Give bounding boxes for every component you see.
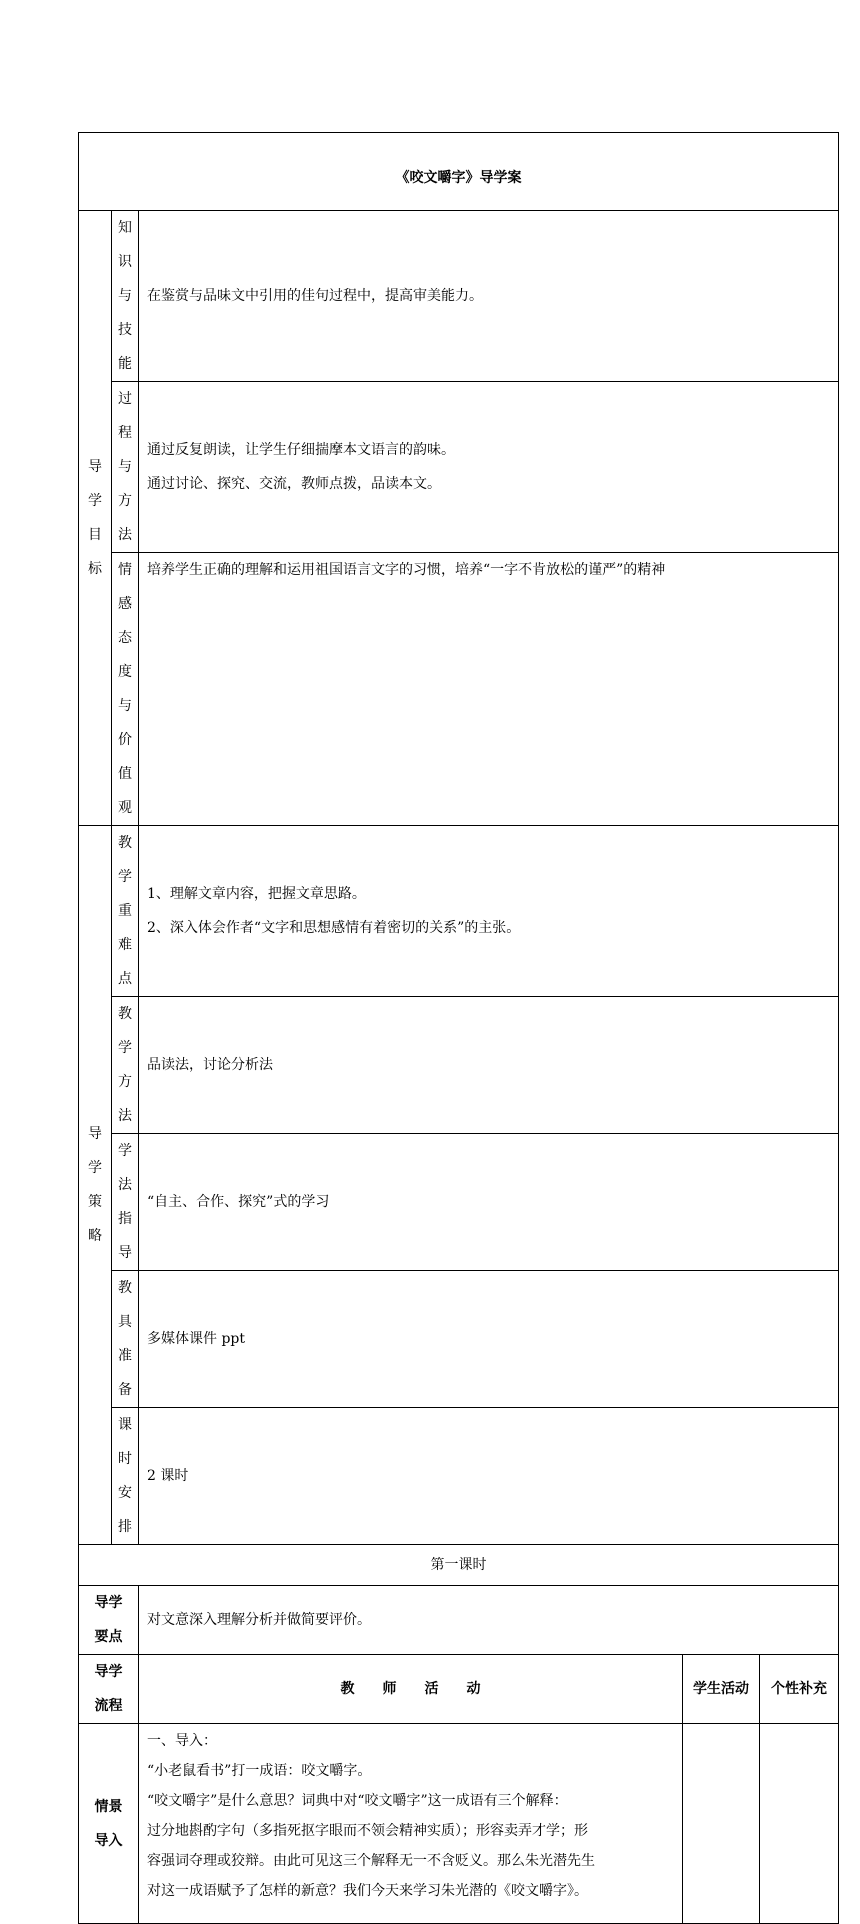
strategy-label-hours: 课时安排 xyxy=(112,1408,139,1545)
objective-label-emotion: 情感态度 与价值观 xyxy=(112,553,139,826)
flow-header-label: 导学 流程 xyxy=(79,1655,139,1724)
objective-content-knowledge: 在鉴赏与品味文中引用的佳句过程中，提高审美能力。 xyxy=(139,211,839,382)
key-points-label: 导学 要点 xyxy=(79,1586,139,1655)
objectives-section-label: 导 学 目 标 xyxy=(79,211,112,826)
flow-header-supplement: 个性补充 xyxy=(760,1655,839,1724)
intro-supplement-cell xyxy=(760,1724,839,1924)
objective-label-knowledge: 知识 与技能 xyxy=(112,211,139,382)
key-points-content: 对文意深入理解分析并做简要评价。 xyxy=(139,1586,839,1655)
intro-line: 一、导入： xyxy=(147,1733,217,1749)
document-title: 《咬文嚼字》导学案 xyxy=(79,133,839,211)
lesson-plan-table xyxy=(78,132,839,1924)
objective-content-emotion: 培养学生正确的理解和运用祖国语言文字的习惯，培养“一字不肯放松的谨严”的精神 xyxy=(139,553,839,826)
intro-line: 容强词夺理或狡辩。由此可见这三个解释无一不含贬义。那么朱光潜先生 xyxy=(147,1853,595,1869)
strategy-content-learning: “自主、合作、探究”式的学习 xyxy=(139,1134,839,1271)
strategy-section-label: 导 学 策 略 xyxy=(79,826,112,1545)
flow-header-teacher: 教 师 活 动 xyxy=(139,1655,683,1724)
intro-label: 情景 导入 xyxy=(79,1724,139,1924)
strategy-label-learning: 学法指导 xyxy=(112,1134,139,1271)
objective-label-process: 过程 与方法 xyxy=(112,382,139,553)
intro-line: “咬文嚼字”是什么意思？词典中对“咬文嚼字”这一成语有三个解释： xyxy=(147,1793,568,1809)
intro-line: 过分地斟酌字句（多指死抠字眼而不领会精神实质）；形容卖弄才学；形 xyxy=(147,1823,588,1839)
strategy-content-method: 品读法，讨论分析法 xyxy=(139,997,839,1134)
strategy-label-method: 教学方法 xyxy=(112,997,139,1134)
objective-content-process: 通过反复朗读，让学生仔细揣摩本文语言的韵味。 通过讨论、探究、交流，教师点拨，品读本文。 xyxy=(139,382,839,553)
strategy-content-tools: 多媒体课件 ppt xyxy=(139,1271,839,1408)
strategy-content-difficulty: 1、理解文章内容，把握文章思路。 2、深入体会作者“文字和思想感情有着密切的关系”的主张。 xyxy=(139,826,839,997)
strategy-content-hours: 2 课时 xyxy=(139,1408,839,1545)
intro-student-cell xyxy=(683,1724,760,1924)
flow-header-student: 学生活动 xyxy=(683,1655,760,1724)
intro-line: “小老鼠看书”打一成语：咬文嚼字。 xyxy=(147,1763,372,1779)
lesson-title: 第一课时 xyxy=(79,1545,839,1586)
intro-content xyxy=(139,1724,683,1924)
strategy-label-tools: 教具准备 xyxy=(112,1271,139,1408)
intro-line: 对这一成语赋予了怎样的新意？我们今天来学习朱光潜的《咬文嚼字》。 xyxy=(147,1883,588,1899)
strategy-label-difficulty: 教学重难 点 xyxy=(112,826,139,997)
